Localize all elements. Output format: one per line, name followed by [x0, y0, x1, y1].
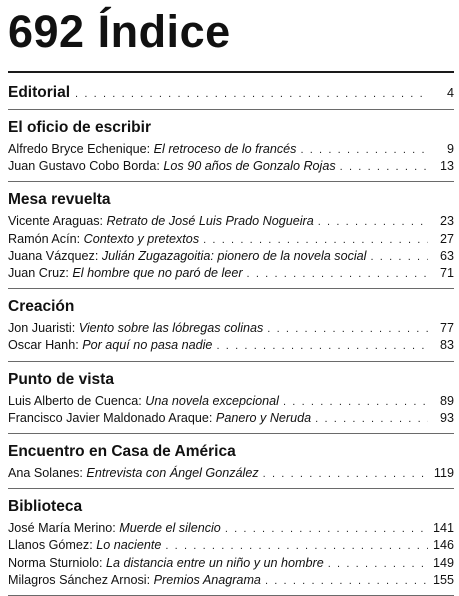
- entry-author: Ana Solanes:: [8, 466, 83, 481]
- section-heading: Punto de vista: [8, 370, 114, 388]
- leader-dots: [370, 249, 428, 265]
- entry-work: La distancia entre un niño y un hombre: [106, 555, 324, 570]
- toc-entry[interactable]: [8, 572, 454, 589]
- leader-dots: [263, 466, 428, 482]
- page-title: 692 Índice: [8, 6, 231, 57]
- section-punto-de-vista: [8, 370, 454, 427]
- leader-dots: [247, 266, 428, 282]
- entry-author: Jon Juaristi:: [8, 321, 76, 336]
- section-heading: Mesa revuelta: [8, 191, 111, 209]
- entry-work: Contexto y pretextos: [83, 231, 200, 246]
- leader-dots: [203, 232, 428, 248]
- page-number: 146: [432, 538, 454, 553]
- entry-author: Ramón Acín:: [8, 231, 81, 246]
- page-number: 71: [439, 266, 454, 281]
- section-biblioteca: [8, 497, 454, 589]
- toc-entry[interactable]: [8, 141, 454, 158]
- toc-entry[interactable]: [8, 158, 454, 175]
- toc-entry[interactable]: [8, 265, 454, 282]
- entry-work: Por aquí no pasa nadie: [82, 338, 213, 353]
- toc-entry[interactable]: [8, 393, 454, 410]
- entry-author: Luis Alberto de Cuenca:: [8, 393, 142, 408]
- entry-author: Llanos Gómez:: [8, 538, 93, 553]
- page-number: 4: [446, 86, 454, 100]
- toc-entry[interactable]: [8, 465, 454, 482]
- toc-entry[interactable]: [8, 555, 454, 572]
- entry-work: Viento sobre las lóbregas colinas: [78, 321, 264, 336]
- section-el-oficio-de-escribir: [8, 118, 454, 175]
- entry-work: Entrevista con Ángel González: [86, 466, 259, 481]
- toc-entry[interactable]: [8, 520, 454, 537]
- entry-author: Oscar Hanh:: [8, 338, 79, 353]
- leader-dots: [318, 214, 428, 230]
- page-number: 83: [439, 338, 454, 353]
- leader-dots: [300, 142, 428, 158]
- leader-dots: [265, 573, 428, 589]
- toc-entry[interactable]: [8, 213, 454, 230]
- section-creacion: [8, 297, 454, 354]
- leader-dots: [75, 88, 428, 100]
- entry-author: Juan Cruz:: [8, 266, 69, 281]
- page-number: 27: [439, 231, 454, 246]
- entry-work: Lo naciente: [96, 538, 162, 553]
- leader-dots: [328, 556, 428, 572]
- entry-author: Juana Vázquez:: [8, 248, 99, 263]
- section-heading-editorial: Editorial: [8, 84, 71, 101]
- toc-entry[interactable]: [8, 248, 454, 265]
- toc-entry[interactable]: [8, 231, 454, 248]
- leader-dots: [225, 521, 428, 537]
- page-number: 9: [446, 142, 454, 156]
- page-number: 93: [439, 410, 454, 425]
- entry-work: Muerde el silencio: [119, 521, 221, 536]
- entry-work: El hombre que no paró de leer: [72, 266, 243, 281]
- page-number: 63: [439, 248, 454, 263]
- toc-entry-editorial[interactable]: [8, 83, 454, 103]
- entry-author: Norma Sturniolo:: [8, 555, 103, 570]
- leader-dots: [283, 394, 428, 410]
- leader-dots: [216, 338, 428, 354]
- page-number: 141: [432, 521, 454, 536]
- toc-entry[interactable]: [8, 537, 454, 554]
- toc-entry[interactable]: [8, 410, 454, 427]
- entry-author: Juan Gustavo Cobo Borda:: [8, 159, 160, 174]
- section-mesa-revuelta: [8, 190, 454, 282]
- entry-work: Panero y Neruda: [215, 410, 312, 425]
- page-number: 13: [439, 159, 454, 174]
- title-divider: [8, 71, 454, 73]
- section-encuentro-en-casa-de-america: [8, 442, 454, 482]
- entry-work: Retrato de José Luis Prado Nogueira: [106, 214, 314, 229]
- page-number: 23: [439, 214, 454, 229]
- entry-work: Los 90 años de Gonzalo Rojas: [163, 159, 336, 174]
- entry-author: Alfredo Bryce Echenique:: [8, 142, 151, 156]
- section-heading: Creación: [8, 298, 75, 316]
- section-heading: Encuentro en Casa de América: [8, 443, 236, 461]
- leader-dots: [165, 538, 428, 554]
- toc-entry[interactable]: [8, 320, 454, 337]
- entry-author: Francisco Javier Maldonado Araque:: [8, 410, 213, 425]
- page-number: 119: [433, 466, 454, 481]
- entry-work: Una novela excepcional: [145, 393, 279, 408]
- entry-author: José María Merino:: [8, 521, 116, 536]
- entry-work: Julián Zugazagoitia: pionero de la novela social: [101, 248, 367, 263]
- leader-dots: [315, 411, 428, 427]
- toc-entry[interactable]: [8, 337, 454, 354]
- leader-dots: [267, 321, 428, 337]
- page-number: 149: [432, 555, 454, 570]
- page-number: 155: [432, 572, 454, 587]
- entry-author: Vicente Araguas:: [8, 214, 103, 229]
- section-heading: Biblioteca: [8, 498, 83, 516]
- entry-author: Milagros Sánchez Arnosi:: [8, 572, 151, 587]
- section-heading: El oficio de escribir: [8, 119, 151, 136]
- page-number: 77: [439, 321, 454, 336]
- entry-work: El retroceso de lo francés: [153, 142, 297, 156]
- page-number: 89: [439, 393, 454, 408]
- entry-work: Premios Anagrama: [153, 572, 261, 587]
- leader-dots: [340, 159, 428, 175]
